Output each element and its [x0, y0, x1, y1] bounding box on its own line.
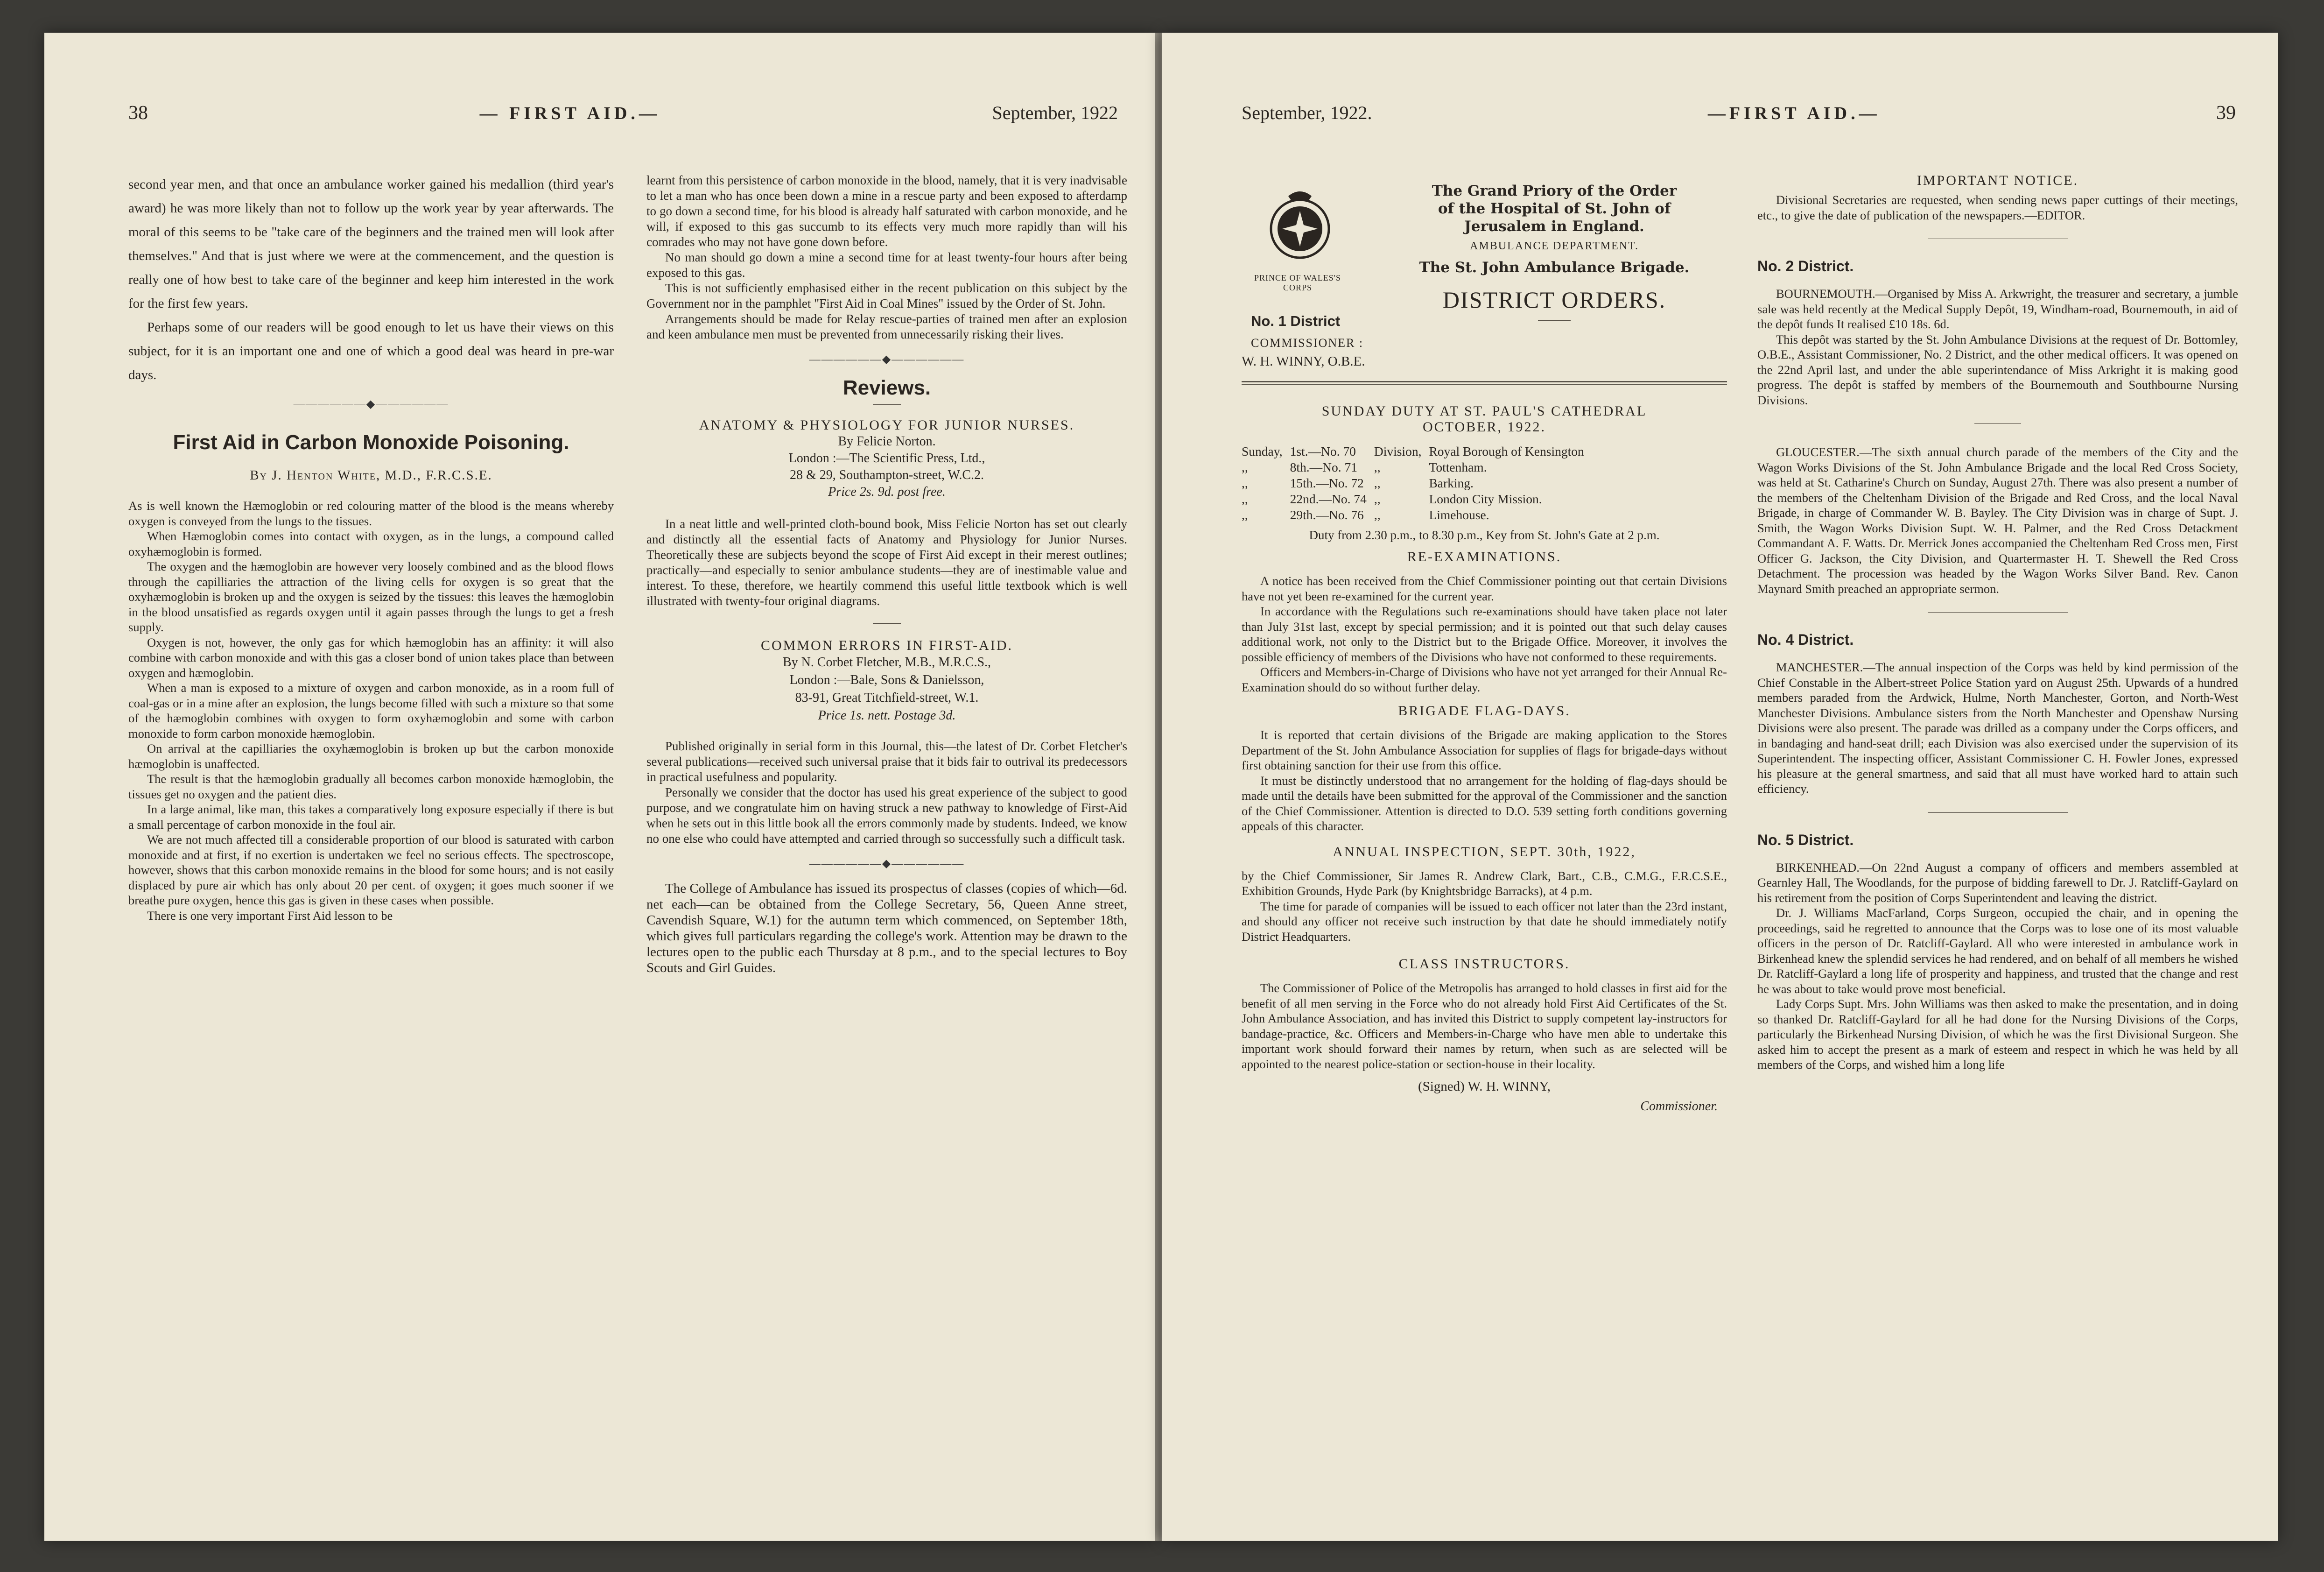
- duty-day: ,,: [1242, 460, 1248, 474]
- duty-division: ,,: [1374, 508, 1381, 522]
- gloucester-report: GLOUCESTER.—The sixth annual church parade of the members of the City and the Wagon Works Divisions of the St. John Ambulance Brigade and the local Red Cross Society, was held at St. Catharine's Church on Sunday, August 27th. There was also present a number of the members of the Cheltenham Division of the Brigade and Red Cross, and the local Naval Brigade, in charge of Commander W. B. Bayley. The City Division was in charge of Supt. J. Smith, the Wagon Works Division Supt. W. H. Palmer, and the Red Cross Detackment Commandant A. F. Watts. Dr. Merrick Jones accompanied the Cheltenham Red Cross men, First Officer G. Jackson, the City Division, and Quartermaster H. T. Shewell the Red Cross Detachment. The procession was headed by the Wagon Works Silver Band. Rev. Canon Maynard Smith preached an appropriate sermon.: [1757, 445, 2238, 596]
- rule: [873, 404, 901, 405]
- district-2-heading: No. 2 District.: [1757, 258, 1854, 275]
- review-address: 83-91, Great Titchfield-street, W.1.: [795, 691, 979, 705]
- paragraph: Personally we consider that the doctor has used his great experience of the subject to good purpose, and we congratulate him on having struck a new pathway to knowledge of First-Aid when he sets out in this little book all the errors commonly made by students. Indeed, we know no one else who could have attempted and carried through so successfully such a difficult task.: [646, 785, 1127, 846]
- paragraph: Arrangements should be made for Relay rescue-parties of trained men after an explosion and keen ambulance men must be prevented from unnecessarily risking their lives.: [646, 312, 1127, 341]
- paragraph: Lady Corps Supt. Mrs. John Williams was then asked to make the presentation, and in doing so thanked Dr. Ratcliff-Gaylard for all he had done for the Nursing Divisions of the Corps, particularly the Birkenhead Nursing Division, of which he was the first Divisional Surgeon. She asked him to accept the present as a mark of esteem and respect in which he was held by all members of the Corps, and wished him a long life: [1757, 997, 2238, 1071]
- district-2-body: [1757, 286, 2238, 408]
- badge-motto: PRINCE OF WALES'S CORPS: [1254, 273, 1341, 292]
- duty-date: 1st.—No. 70: [1290, 444, 1356, 458]
- district-4-heading: No. 4 District.: [1757, 631, 1854, 648]
- flag-days-heading: BRIGADE FLAG-DAYS.: [1398, 703, 1571, 719]
- duty-division: ,,: [1374, 492, 1381, 506]
- left-running-title: — FIRST AID.—: [479, 104, 660, 123]
- paragraph: There is one very important First Aid lesson to be: [147, 908, 393, 923]
- paragraph: by the Chief Commissioner, Sir James R. Andrew Clark, Bart., C.B., C.M.G., F.R.C.S.E., Exhibition Grounds, Hyde Park (by Knightsbridge Barracks), at 4 p.m.: [1242, 868, 1727, 898]
- sunday-duty-title: SUNDAY DUTY AT ST. PAUL'S CATHEDRAL: [1321, 403, 1647, 419]
- right-column-1: [1242, 173, 1727, 1114]
- paragraph: BIRKENHEAD.—On 22nd August a company of officers and members assembled at Gearnley Hall, The Woodlands, for the purpose of bidding farewell to Dr. J. Ratcliff-Gaylard on his retirement from the position of Corps Superintendent and leaving the district.: [1757, 860, 2238, 905]
- review-publisher: London :—Bale, Sons & Danielsson,: [789, 673, 984, 687]
- reexam-body: [1242, 573, 1727, 695]
- commissioner-name: W. H. WINNY, O.B.E.: [1242, 354, 1365, 369]
- duty-division: Division,: [1374, 444, 1422, 458]
- intro-text: [128, 173, 614, 387]
- reviews-heading: Reviews.: [843, 376, 931, 399]
- signature-title: Commissioner.: [1640, 1099, 1718, 1114]
- paragraph: learnt from this persistence of carbon monoxide in the blood, namely, that it is very inadvisable to let a man who has once been down a mine in a rescue party and been exposed to afterdamp to go down a second time, for his blood is already half saturated with carbon monoxide, and he will, if exposed to this gas succumb to its effects very much more rapidly than will his comrades who may not have gone down before.: [646, 173, 1127, 249]
- left-running-head: [128, 102, 1118, 124]
- paragraph: This is not sufficiently emphasised either in the recent publication on this subject by the Government nor in the pamphlet "First Aid in Coal Mines" issued by the Order of St. John.: [646, 281, 1127, 310]
- review-title: COMMON ERRORS IN FIRST-AID.: [761, 638, 1013, 653]
- review-title: ANATOMY & PHYSIOLOGY FOR JUNIOR NURSES.: [699, 417, 1075, 433]
- review-address: 28 & 29, Southampton-street, W.C.2.: [789, 468, 984, 482]
- review-price: Price 2s. 9d. post free.: [828, 485, 946, 499]
- class-instructors-heading: CLASS INSTRUCTORS.: [1398, 956, 1570, 972]
- right-page: [1162, 33, 2278, 1541]
- important-notice-heading: IMPORTANT NOTICE.: [1917, 173, 2079, 188]
- left-issue-date: September, 1922: [992, 102, 1118, 123]
- paragraph: This depôt was started by the St. John Ambulance Divisions at the request of Dr. Bottomley, O.B.E., Assistant Commissioner, No. 2 District, and the other medical officers. It was opened on the 22nd April last, and under the able superintendance of Miss Arkright it is making good progress. The depôt is staffed by members of the Bournemouth and Southbourne Nursing Divisions.: [1757, 332, 2238, 407]
- class-instructors-body: The Commissioner of Police of the Metropolis has arranged to hold classes in first aid for the benefit of all men serving in the Force who do not already hold First Aid Certificates of the St. John Ambulance Association, and has invited this District to supply competent lay-instructors for bandage-practice, &c. Officers and Members-in-Charge who have men able to undertake this important work should forward their names by return, when such as are selected will be appointed to the nearest police-station or section-house in their locality.: [1242, 981, 1727, 1071]
- duty-roster: [1238, 444, 1588, 523]
- paragraph: The result is that the hæmoglobin gradually all becomes carbon monoxide hæmoglobin, the tissues get no oxygen and the patient dies.: [128, 772, 614, 801]
- left-column-2: [646, 173, 1127, 976]
- right-running-head: [1242, 102, 2236, 124]
- district-5-heading: No. 5 District.: [1757, 831, 1854, 848]
- double-rule: [1242, 381, 1727, 382]
- duty-hours: Duty from 2.30 p.m., to 8.30 p.m., Key from St. John's Gate at 2 p.m.: [1309, 528, 1660, 542]
- duty-date: 15th.—No. 72: [1290, 476, 1364, 490]
- table-row: [1238, 459, 1588, 475]
- paragraph: When a man is exposed to a mixture of oxygen and carbon monoxide, as in a room full of coal-gas or in a mine after an explosion, the lungs become filled with such a mixture so that some of the hæmoglobin combines with oxygen to form oxyhæmoglobin and some with carbon monoxide to form carbon monoxide hæmoglobin.: [128, 681, 614, 740]
- paragraph: We are not much affected till a considerable proportion of our blood is saturated with carbon monoxide and at first, if no exertion is undertaken we feel no serious effects. The spectroscope, however, shows that this carbon monoxide remains in the blood for some hours; and is not easily displaced by pure air which has only about 20 per cent. of oxygen; it goes much sooner if we breathe pure oxygen, hence this gas is given in these cases when possible.: [128, 832, 614, 907]
- department: AMBULANCE DEPARTMENT.: [1470, 240, 1639, 252]
- left-page-number: 38: [128, 102, 148, 124]
- double-rule: [1242, 384, 1727, 385]
- paragraph: No man should go down a mine a second time for at least twenty-four hours after being exposed to this gas.: [646, 250, 1127, 280]
- rule: [1928, 612, 2068, 613]
- paragraph: It must be distinctly understood that no arrangement for the holding of flag-days should be made until the details have been submitted for the approval of the Commissioner and the sanction of the Chief Commissioner. Attention is directed to D.O. 539 setting forth conditions governing appeals of this character.: [1242, 773, 1727, 833]
- article-title: First Aid in Carbon Monoxide Poisoning.: [173, 431, 569, 454]
- left-column-1: [128, 173, 614, 923]
- duty-date: 8th.—No. 71: [1290, 460, 1357, 474]
- duty-place: Tottenham.: [1429, 460, 1487, 474]
- right-issue-date: September, 1922.: [1242, 102, 1372, 123]
- section-ornament: ——————◆——————: [809, 858, 965, 870]
- article-continuation: [646, 173, 1127, 342]
- flag-days-body: [1242, 727, 1727, 834]
- paragraph: A notice has been received from the Chief Commissioner pointing out that certain Divisions have not yet been re-examined for the current year.: [1242, 574, 1727, 603]
- rule: [873, 623, 901, 624]
- duty-place: Limehouse.: [1429, 508, 1489, 522]
- review-common-errors: [646, 638, 1127, 846]
- duty-date: 22nd.—No. 74: [1290, 492, 1367, 506]
- rule: [1538, 320, 1571, 321]
- brigade-name: The St. John Ambulance Brigade.: [1419, 259, 1690, 276]
- table-row: [1238, 444, 1588, 459]
- review-publisher: London :—The Scientific Press, Ltd.,: [788, 451, 985, 465]
- inspection-body: [1242, 868, 1727, 945]
- district-5-body: [1757, 860, 2238, 1072]
- st-john-badge-icon: [1256, 177, 1344, 271]
- paragraph: second year men, and that once an ambulance worker gained his medallion (third year's award) he was more likely than not to follow up the work year by year afterwards. The moral of this seems to be "take care of the beginners and the trained men will look after themselves." And that is just where we were at the commencement, and the question is really one of how best to take care of the beginner and keep him interested in the work for the first few years.: [128, 177, 614, 311]
- duty-day: ,,: [1242, 476, 1248, 490]
- table-row: [1238, 475, 1588, 491]
- college-notice: The College of Ambulance has issued its prospectus of classes (copies of which—6d. net each—can be obtained from the College Secretary, 56, Queen Anne street, Cavendish Square, W.1) for the autumn term which commenced, on September 18th, which gives full particulars regarding the college's work. Attention may be drawn to the lectures open to the public each Thursday at 8 p.m., and to the special lectures to Boy Scouts and Girl Guides.: [646, 881, 1127, 975]
- sunday-duty-month: OCTOBER, 1922.: [1423, 419, 1546, 435]
- paragraph: Dr. J. Williams MacFarland, Corps Surgeon, occupied the chair, and in opening the proceedings, said he regretted to announce that the Corps was to lose one of its most valuable officers in the person of Dr. Ratcliff-Gaylard. All who were interested in ambulance work in Birkenhead knew the splendid services he had rendered, and on behalf of all members he wished Dr. Ratcliff-Gaylard a long life of prosperity and happiness, and trusted that the change and rest he was about to take would prove most beneficial.: [1757, 906, 2238, 996]
- right-column-2: [1757, 173, 2238, 1072]
- paragraph: In accordance with the Regulations such re-examinations should have taken place not later than July 31st last, except by special permission; and it is pointed out that such delay causes additional work, not only to the District but to the Brigade Office. Moreover, it involves the possible efficiency of members of the Divisions who have not conformed to these requirements.: [1242, 604, 1727, 664]
- table-row: [1238, 507, 1588, 523]
- paragraph: Perhaps some of our readers will be good enough to let us have their views on this subject, for it is an important one and one of which a good deal was heard in pre-war days.: [128, 320, 614, 382]
- table-row: [1238, 491, 1588, 507]
- section-ornament: ——————◆——————: [293, 398, 449, 410]
- duty-day: ,,: [1242, 508, 1248, 522]
- review-author: By Felicie Norton.: [838, 434, 936, 449]
- paragraph: Published originally in serial form in this Journal, this—the latest of Dr. Corbet Fletcher's several publications—received such universal praise that it bids fair to outrival its predecessors in practical usefulness and popularity.: [646, 739, 1127, 784]
- order-line: The Grand Priory of the Order: [1432, 183, 1677, 199]
- district-orders-header: [1242, 173, 1727, 378]
- signature: (Signed) W. H. WINNY,: [1418, 1079, 1551, 1094]
- section-ornament: ——————◆——————: [809, 353, 965, 366]
- duty-date: 29th.—No. 76: [1290, 508, 1364, 522]
- district-label: No. 1 District: [1251, 313, 1341, 329]
- paragraph: As is well known the Hæmoglobin or red colouring matter of the blood is the means whereby oxygen is conveyed from the lungs to the tissues.: [128, 499, 614, 528]
- paragraph: In a large animal, like man, this takes a comparatively long exposure especially if there is but a small percentage of carbon monoxide in the foul air.: [128, 802, 614, 832]
- article-body: [128, 498, 614, 923]
- duty-place: London City Mission.: [1429, 492, 1542, 506]
- important-notice-text: Divisional Secretaries are requested, when sending news paper cuttings of their meetings, etc., to give the date of publication of the newspapers.—EDITOR.: [1757, 193, 2238, 222]
- paragraph: The time for parade of companies will be issued to each officer not later than the 23rd instant, and should any officer not receive such instruction by that date he should immediately notify District Headquarters.: [1242, 899, 1727, 944]
- duty-division: ,,: [1374, 460, 1381, 474]
- right-running-title: —FIRST AID.—: [1707, 104, 1881, 123]
- duty-division: ,,: [1374, 476, 1381, 490]
- duty-place: Barking.: [1429, 476, 1474, 490]
- manchester-report: MANCHESTER.—The annual inspection of the Corps was held by kind permission of the Chief Constable in the Albert-street Police Station yard on August 25th. Upwards of a hundred members paraded from the Ardwick, Hulme, North Manchester, Gorton, and North-West Manchester Divisions. Ambulance sisters from the North Manchester and Openshaw Nursing Divisions were also present. The parade was drilled as a company under the Corps officers, and in bandaging and hand-seat drill; each Division was also exercised under the supervision of its Superintendent. The inspecting officer, Assistant Commissioner C. H. Fowler Jones, expressed his pleasure at the general smartness, and said that all must have worked hard to attain such efficiency.: [1757, 660, 2238, 796]
- commissioner-label: COMMISSIONER :: [1251, 336, 1364, 350]
- article-byline: By J. Henton White, M.D., F.R.C.S.E.: [250, 468, 492, 483]
- order-line: Jerusalem in England.: [1464, 218, 1644, 235]
- duty-day: ,,: [1242, 492, 1248, 506]
- right-page-number: 39: [2216, 102, 2236, 124]
- district-orders-title: DISTRICT ORDERS.: [1442, 287, 1666, 313]
- review-text: In a neat little and well-printed cloth-bound book, Miss Felicie Norton has set out clearly and distinctly all the essential facts of Anatomy and Physiology for Junior Nurses. Theoretically these are subjects beyond the scope of First Aid except in their merest outlines; practically—and especially to senior ambulance students—they are of inestimable value and interest. To these, therefore, we heartily commend this useful little textbook which is well illustrated with twenty-four original diagrams.: [646, 517, 1127, 608]
- inspection-heading: ANNUAL INSPECTION, SEPT. 30th, 1922,: [1333, 844, 1636, 860]
- paragraph: On arrival at the capilliaries the oxyhæmoglobin is broken up but the carbon monoxide hæmoglobin is unaffected.: [128, 741, 614, 771]
- paragraph: Oxygen is not, however, the only gas for which hæmoglobin has an affinity: it will also combine with carbon monoxide and with this gas a closer bond of union takes place than between oxygen and hæmoglobin.: [128, 635, 614, 680]
- rule: [1928, 812, 2068, 813]
- duty-day: Sunday,: [1242, 444, 1283, 458]
- review-price: Price 1s. nett. Postage 3d.: [818, 708, 956, 723]
- left-page: [44, 33, 1155, 1541]
- paragraph: When Hæmoglobin comes into contact with oxygen, as in the lungs, a compound called oxyhæmoglobin is formed.: [128, 529, 614, 558]
- paragraph: It is reported that certain divisions of the Brigade are making application to the Stores Department of the St. John Ambulance Association for supplies of flags for brigade-days without first obtaining sanction for their use from this office.: [1242, 728, 1727, 772]
- reexam-heading: RE-EXAMINATIONS.: [1407, 549, 1562, 564]
- rule: [1974, 423, 2021, 424]
- review-anatomy: [646, 417, 1127, 609]
- paragraph: BOURNEMOUTH.—Organised by Miss A. Arkwright, the treasurer and secretary, a jumble sale was held recently at the Medical Supply Depôt, 19, Windham-road, Bournemouth, in aid of the depôt funds It realised £10 18s. 6d.: [1757, 287, 2238, 331]
- order-line: of the Hospital of St. John of: [1438, 200, 1671, 217]
- duty-place: Royal Borough of Kensington: [1429, 444, 1584, 458]
- paragraph: Officers and Members-in-Charge of Divisions who have not yet arranged for their Annual Re-Examination should do so without further delay.: [1242, 665, 1727, 694]
- paragraph: The oxygen and the hæmoglobin are however very loosely combined and as the blood flows through the capilliaries the attraction of the living cells for oxygen is so great that the oxyhæmoglobin is broken up and the oxygen is seized by the tissues: this leaves the hæmoglobin in the blood unsatisfied as regards oxygen until it again passes through the lungs to get a fresh supply.: [128, 559, 614, 634]
- review-author: By N. Corbet Fletcher, M.B., M.R.C.S.,: [782, 655, 991, 670]
- order-title-block: [1405, 182, 1704, 321]
- review-text: [646, 739, 1127, 846]
